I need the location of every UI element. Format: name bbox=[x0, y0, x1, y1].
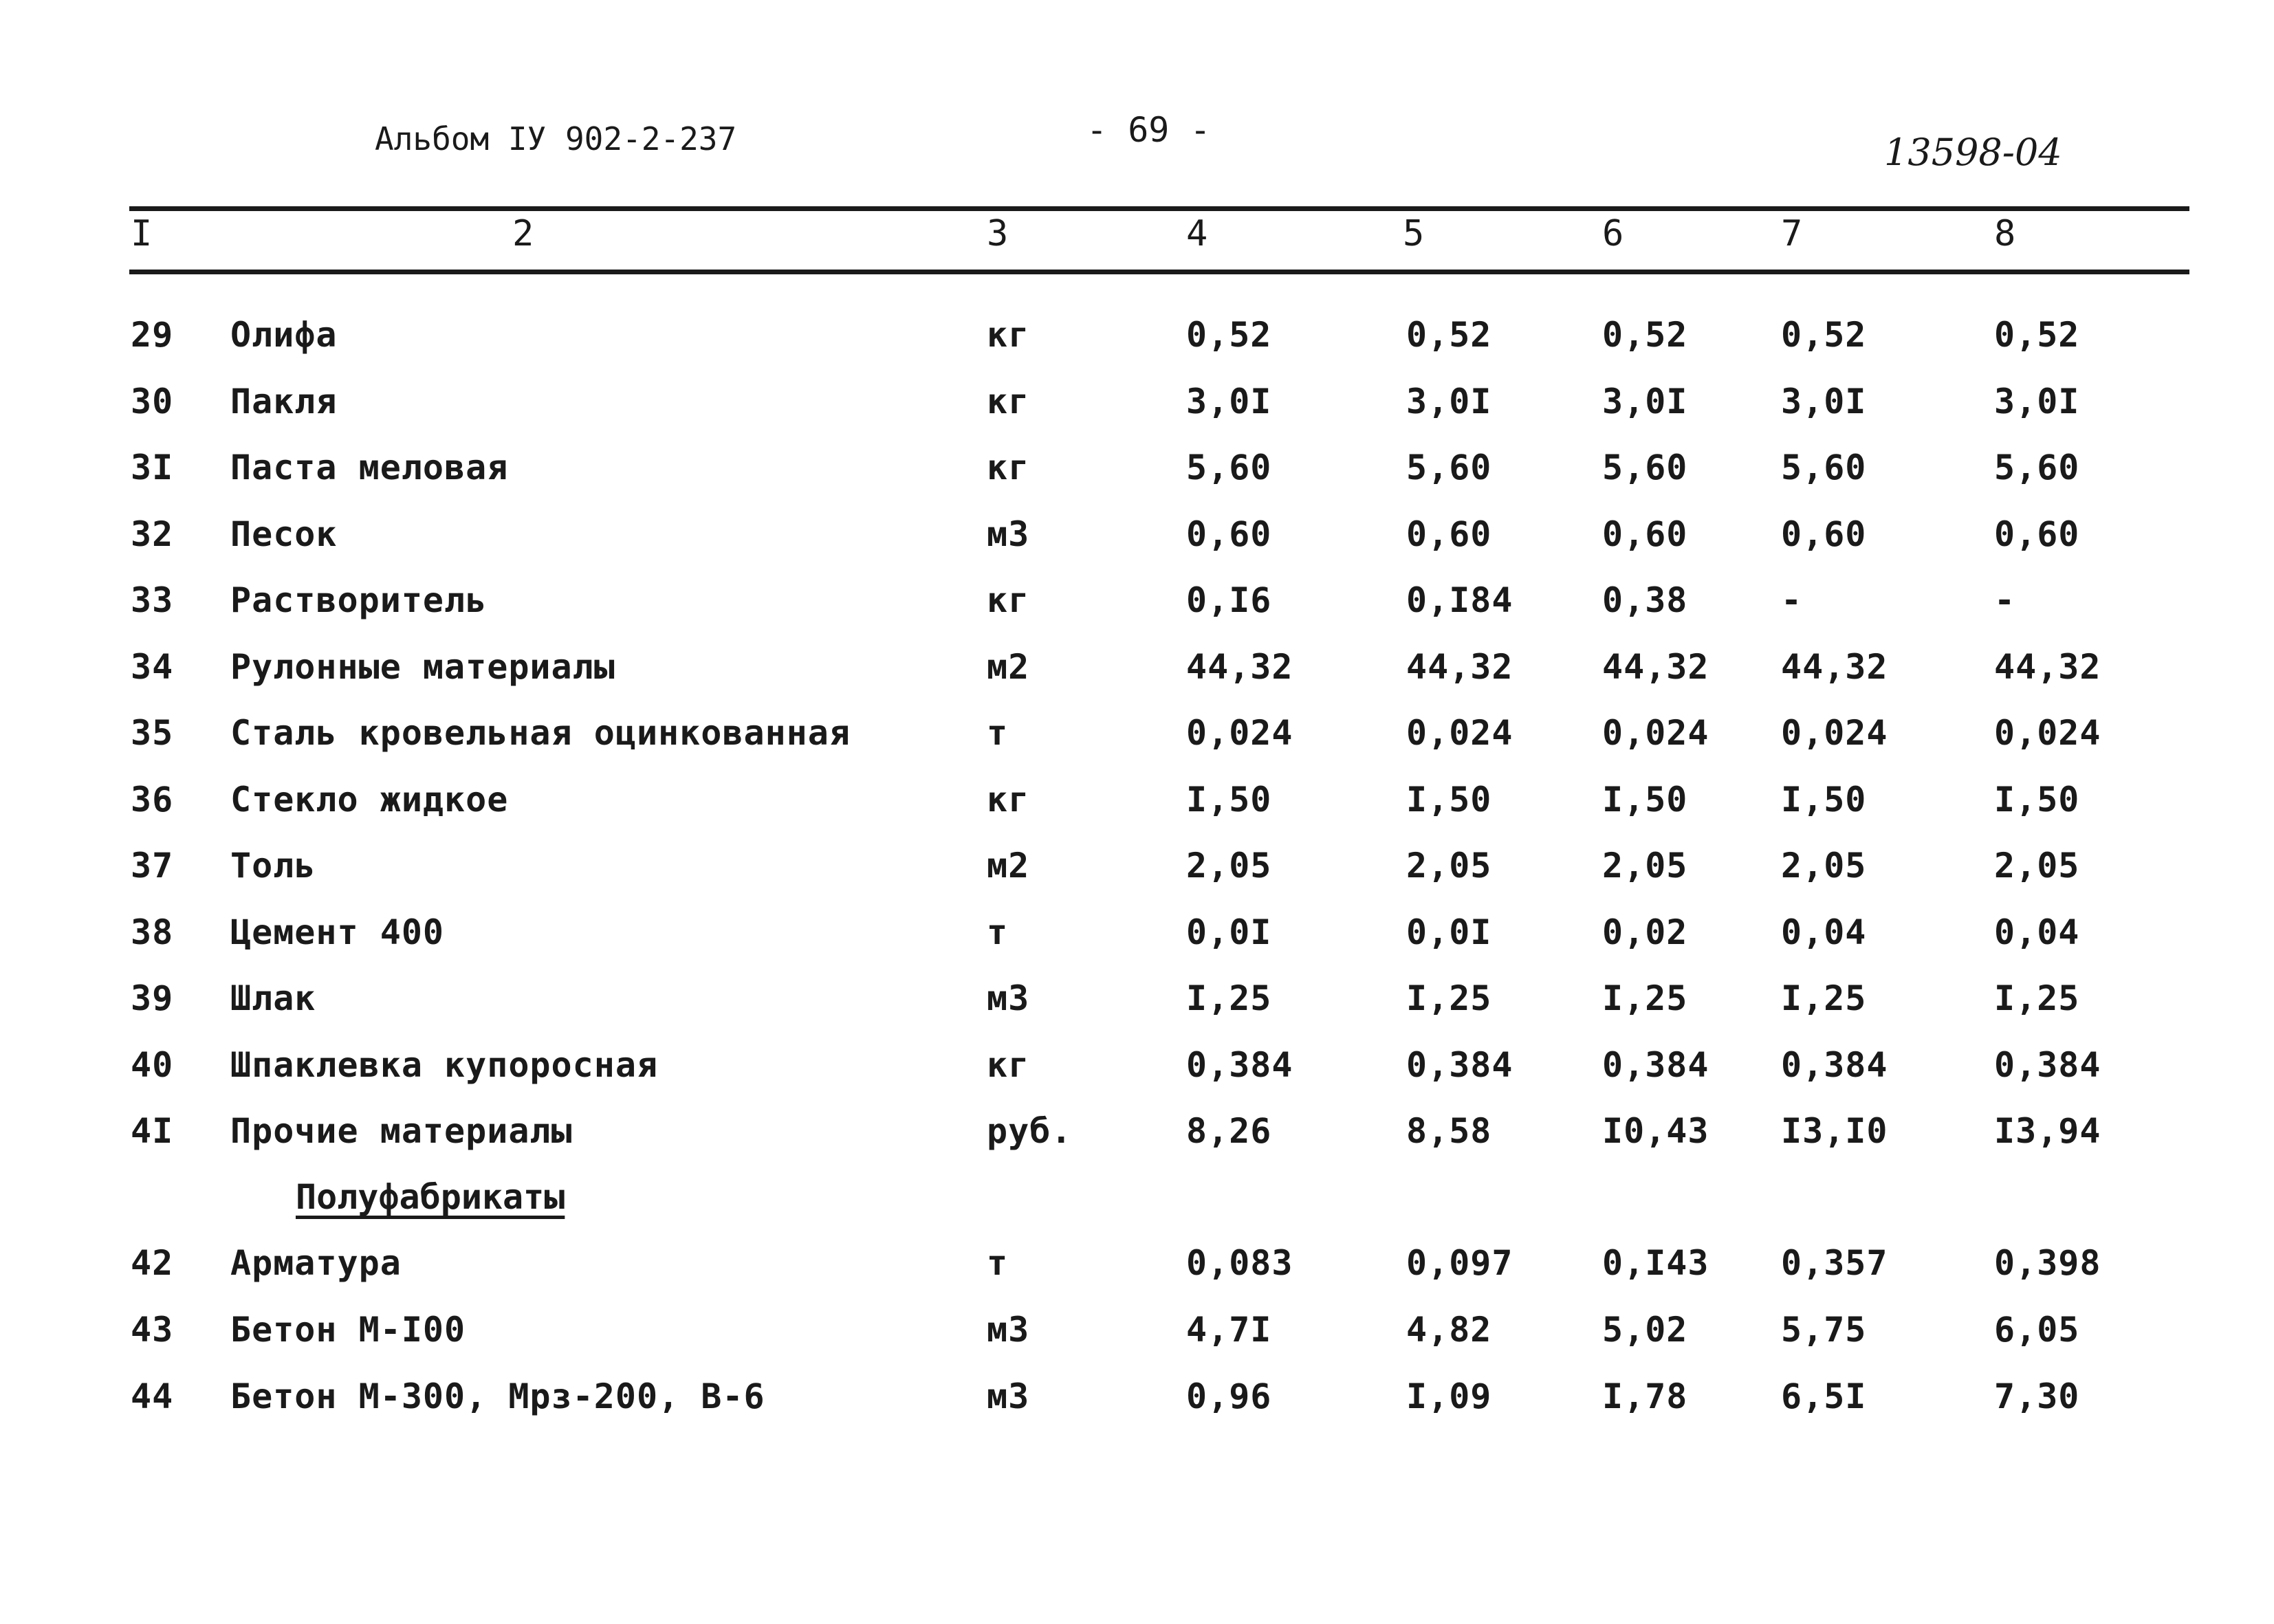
row-value-col8: I,25 bbox=[1994, 978, 2080, 1018]
row-value-col4: 8,26 bbox=[1186, 1111, 1272, 1151]
table-row bbox=[0, 978, 2274, 1044]
row-value-col5: 0,52 bbox=[1406, 315, 1492, 355]
col-head-3: 3 bbox=[987, 213, 1009, 254]
row-value-col6: 2,05 bbox=[1602, 846, 1688, 886]
row-value-col6: I,78 bbox=[1602, 1376, 1688, 1416]
row-unit: кг bbox=[987, 448, 1030, 487]
row-value-col5: 0,60 bbox=[1406, 514, 1492, 554]
row-value-col4: 0,60 bbox=[1186, 514, 1272, 554]
row-number: 34 bbox=[131, 646, 174, 687]
table-row bbox=[0, 315, 2274, 381]
table-row bbox=[0, 846, 2274, 912]
row-unit: м2 bbox=[987, 846, 1030, 886]
table-row bbox=[0, 580, 2274, 646]
row-name: Рулонные материалы bbox=[230, 646, 615, 687]
row-unit: кг bbox=[987, 315, 1030, 355]
row-name: Олифа bbox=[230, 315, 338, 355]
row-value-col8: I3,94 bbox=[1994, 1111, 2101, 1151]
table-row bbox=[0, 1243, 2274, 1309]
row-value-col8: I,50 bbox=[1994, 779, 2080, 820]
row-name: Толь bbox=[230, 846, 316, 886]
row-value-col5: 3,0I bbox=[1406, 381, 1492, 421]
section-title-semifinished: Полуфабрикаты bbox=[296, 1177, 565, 1217]
row-value-col4: 0,96 bbox=[1186, 1376, 1272, 1416]
table-row bbox=[0, 514, 2274, 580]
col-head-5: 5 bbox=[1403, 213, 1425, 254]
row-unit: кг bbox=[987, 779, 1030, 820]
row-number: 32 bbox=[131, 514, 174, 554]
row-value-col4: 5,60 bbox=[1186, 448, 1272, 487]
row-value-col4: I,25 bbox=[1186, 978, 1272, 1018]
col-head-2: 2 bbox=[512, 213, 534, 254]
row-value-col6: I,25 bbox=[1602, 978, 1688, 1018]
row-name: Прочие материалы bbox=[230, 1111, 573, 1151]
header-bottom-rule bbox=[129, 270, 2189, 274]
row-number: 36 bbox=[131, 779, 174, 820]
row-value-col7: 3,0I bbox=[1781, 381, 1867, 421]
row-value-col4: 44,32 bbox=[1186, 646, 1293, 687]
table-row bbox=[0, 1045, 2274, 1111]
row-value-col8: 0,04 bbox=[1994, 912, 2080, 952]
row-value-col5: I,50 bbox=[1406, 779, 1492, 820]
row-value-col4: 0,024 bbox=[1186, 713, 1293, 753]
row-name: Паста меловая bbox=[230, 448, 509, 487]
row-value-col8: 3,0I bbox=[1994, 381, 2080, 421]
row-value-col7: 0,357 bbox=[1781, 1243, 1888, 1283]
row-value-col4: 0,0I bbox=[1186, 912, 1272, 952]
row-number: 33 bbox=[131, 580, 174, 620]
row-value-col7: 44,32 bbox=[1781, 646, 1888, 687]
row-value-col7: 5,75 bbox=[1781, 1310, 1867, 1350]
row-value-col8: - bbox=[1994, 580, 2016, 620]
page-number: - 69 - bbox=[1086, 110, 1211, 150]
row-value-col5: 44,32 bbox=[1406, 646, 1513, 687]
row-value-col7: 0,384 bbox=[1781, 1044, 1888, 1085]
row-value-col5: 5,60 bbox=[1406, 448, 1492, 487]
row-unit: т bbox=[987, 912, 1009, 952]
table-row bbox=[0, 647, 2274, 713]
row-number: 30 bbox=[131, 381, 174, 421]
row-name: Сталь кровельная оцинкованная bbox=[230, 713, 851, 753]
table-row bbox=[0, 382, 2274, 448]
row-value-col7: I,25 bbox=[1781, 978, 1867, 1018]
row-unit: м3 bbox=[987, 978, 1030, 1018]
row-value-col5: 0,I84 bbox=[1406, 580, 1513, 620]
row-value-col6: 0,384 bbox=[1602, 1044, 1709, 1085]
row-value-col4: 0,384 bbox=[1186, 1044, 1293, 1085]
row-value-col7: 2,05 bbox=[1781, 846, 1867, 886]
row-value-col8: 5,60 bbox=[1994, 448, 2080, 487]
row-value-col6: 5,02 bbox=[1602, 1310, 1688, 1350]
row-value-col5: 2,05 bbox=[1406, 846, 1492, 886]
row-number: 42 bbox=[131, 1243, 174, 1283]
row-name: Стекло жидкое bbox=[230, 779, 509, 820]
row-name: Пакля bbox=[230, 381, 338, 421]
row-number: 43 bbox=[131, 1310, 174, 1350]
row-value-col5: I,09 bbox=[1406, 1376, 1492, 1416]
row-value-col6: 0,I43 bbox=[1602, 1243, 1709, 1283]
row-unit: м3 bbox=[987, 1310, 1030, 1350]
row-number: 29 bbox=[131, 315, 174, 355]
row-value-col7: 0,04 bbox=[1781, 912, 1867, 952]
row-value-col8: 6,05 bbox=[1994, 1310, 2080, 1350]
row-value-col5: 0,0I bbox=[1406, 912, 1492, 952]
col-head-7: 7 bbox=[1781, 213, 1803, 254]
row-value-col7: I3,I0 bbox=[1781, 1111, 1888, 1151]
row-value-col6: 0,024 bbox=[1602, 713, 1709, 753]
row-value-col6: 5,60 bbox=[1602, 448, 1688, 487]
row-unit: руб. bbox=[987, 1111, 1073, 1151]
row-value-col7: I,50 bbox=[1781, 779, 1867, 820]
row-value-col8: 0,398 bbox=[1994, 1243, 2101, 1283]
row-value-col6: 3,0I bbox=[1602, 381, 1688, 421]
row-value-col7: 0,024 bbox=[1781, 713, 1888, 753]
row-value-col7: 6,5I bbox=[1781, 1376, 1867, 1416]
row-number: 3I bbox=[131, 448, 174, 487]
row-value-col8: 44,32 bbox=[1994, 646, 2101, 687]
row-name: Песок bbox=[230, 514, 338, 554]
row-value-col4: I,50 bbox=[1186, 779, 1272, 820]
row-unit: м3 bbox=[987, 514, 1030, 554]
table-row bbox=[0, 912, 2274, 978]
row-name: Шпаклевка купоросная bbox=[230, 1044, 659, 1085]
row-value-col7: - bbox=[1781, 580, 1803, 620]
table-row bbox=[0, 1376, 2274, 1442]
table-row bbox=[0, 780, 2274, 846]
row-value-col4: 0,I6 bbox=[1186, 580, 1272, 620]
row-value-col8: 7,30 bbox=[1994, 1376, 2080, 1416]
row-value-col5: 0,384 bbox=[1406, 1044, 1513, 1085]
row-value-col4: 4,7I bbox=[1186, 1310, 1272, 1350]
row-value-col8: 0,384 bbox=[1994, 1044, 2101, 1085]
row-name: Бетон М-I00 bbox=[230, 1310, 466, 1350]
col-head-1: I bbox=[131, 213, 153, 254]
row-number: 35 bbox=[131, 713, 174, 753]
row-unit: м3 bbox=[987, 1376, 1030, 1416]
row-unit: т bbox=[987, 1243, 1009, 1283]
row-value-col8: 2,05 bbox=[1994, 846, 2080, 886]
row-value-col5: 0,097 bbox=[1406, 1243, 1513, 1283]
row-value-col6: 0,60 bbox=[1602, 514, 1688, 554]
row-value-col7: 0,52 bbox=[1781, 315, 1867, 355]
row-value-col4: 0,52 bbox=[1186, 315, 1272, 355]
document-code: 13598-04 bbox=[1884, 131, 2062, 174]
col-head-6: 6 bbox=[1602, 213, 1624, 254]
table-row bbox=[0, 1310, 2274, 1376]
row-value-col4: 2,05 bbox=[1186, 846, 1272, 886]
row-name: Арматура bbox=[230, 1243, 402, 1283]
row-number: 40 bbox=[131, 1044, 174, 1085]
row-number: 44 bbox=[131, 1376, 174, 1416]
row-unit: м2 bbox=[987, 646, 1030, 687]
top-rule bbox=[129, 206, 2189, 211]
row-name: Цемент 400 bbox=[230, 912, 445, 952]
row-value-col6: I0,43 bbox=[1602, 1111, 1709, 1151]
row-value-col6: 0,52 bbox=[1602, 315, 1688, 355]
table-row bbox=[0, 713, 2274, 779]
row-value-col6: 44,32 bbox=[1602, 646, 1709, 687]
row-value-col8: 0,60 bbox=[1994, 514, 2080, 554]
row-value-col6: 0,02 bbox=[1602, 912, 1688, 952]
album-title: Альбом IУ 902-2-237 bbox=[375, 120, 737, 157]
row-number: 37 bbox=[131, 846, 174, 886]
row-unit: т bbox=[987, 713, 1009, 753]
row-value-col4: 3,0I bbox=[1186, 381, 1272, 421]
row-value-col5: I,25 bbox=[1406, 978, 1492, 1018]
table-row bbox=[0, 448, 2274, 514]
row-value-col6: 0,38 bbox=[1602, 580, 1688, 620]
row-name: Бетон М-300, Мрз-200, В-6 bbox=[230, 1376, 765, 1416]
row-unit: кг bbox=[987, 1044, 1030, 1085]
col-head-8: 8 bbox=[1994, 213, 2016, 254]
row-number: 39 bbox=[131, 978, 174, 1018]
table-row bbox=[0, 1111, 2274, 1177]
row-value-col5: 4,82 bbox=[1406, 1310, 1492, 1350]
col-head-4: 4 bbox=[1186, 213, 1208, 254]
row-number: 4I bbox=[131, 1111, 174, 1151]
row-value-col6: I,50 bbox=[1602, 779, 1688, 820]
row-unit: кг bbox=[987, 381, 1030, 421]
row-value-col8: 0,52 bbox=[1994, 315, 2080, 355]
row-number: 38 bbox=[131, 912, 174, 952]
row-value-col5: 0,024 bbox=[1406, 713, 1513, 753]
row-value-col4: 0,083 bbox=[1186, 1243, 1293, 1283]
row-value-col7: 0,60 bbox=[1781, 514, 1867, 554]
row-value-col7: 5,60 bbox=[1781, 448, 1867, 487]
row-value-col5: 8,58 bbox=[1406, 1111, 1492, 1151]
row-name: Растворитель bbox=[230, 580, 488, 620]
row-name: Шлак bbox=[230, 978, 316, 1018]
row-unit: кг bbox=[987, 580, 1030, 620]
row-value-col8: 0,024 bbox=[1994, 713, 2101, 753]
